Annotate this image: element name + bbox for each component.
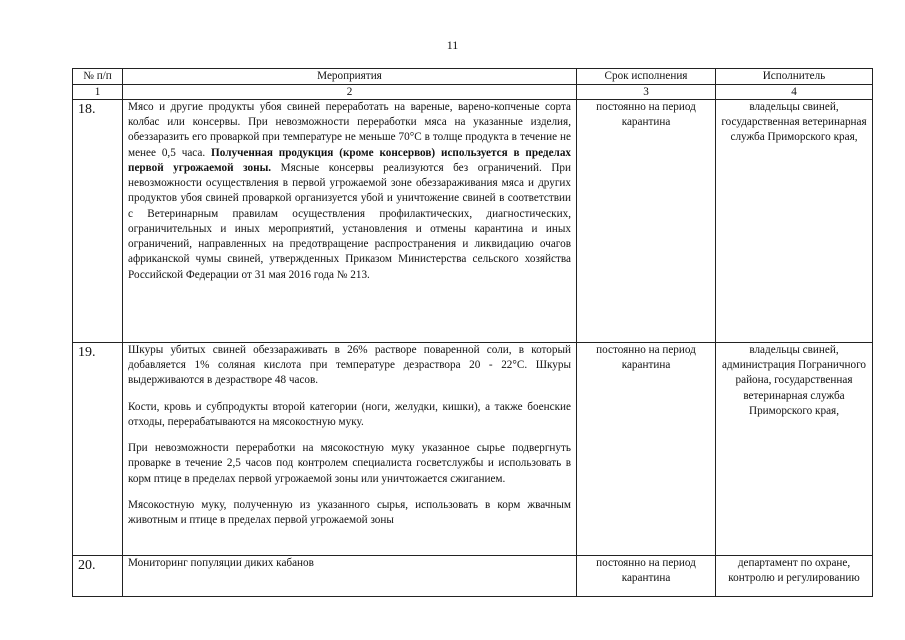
executor-cell: владельцы свиней, государственная ветеринарная служба Приморского края,: [716, 100, 873, 343]
term-cell: постоянно на период карантина: [577, 556, 716, 597]
header-executor: Исполнитель: [716, 69, 873, 85]
table-row-20: [73, 556, 873, 597]
row-number: 20.: [73, 556, 123, 597]
measure-text: [123, 100, 577, 343]
measure-text-part: Мясные консервы реализуются без ограничений. При невозможности осуществления в первой угрожаемой зоне обеззараживания мяса и других продуктов убоя свиней проваркой организуется убой и уничтожение свиней в соответствии с Ветеринарным правилам осуществления профилактических, диагностических, ограничительных и иных мероприятий, установления и отмены карантина и иных ограничений, направленных на предотвращение распространения и ликвидацию очагов африканской чумы свиней, утвержденных Приказом Министерства сельского хозяйства Российской Федерации от 31 мая 2016 года № 213.: [128, 161, 571, 281]
measure-text: [123, 343, 577, 556]
measures-table: [72, 68, 873, 597]
table-row-18: [73, 100, 873, 343]
table-header-row: [73, 69, 873, 85]
column-number-1: 1: [73, 85, 123, 100]
table-row-19: [73, 343, 873, 556]
column-number-4: 4: [716, 85, 873, 100]
header-measures: Мероприятия: [123, 69, 577, 85]
row-number: 19.: [73, 343, 123, 556]
term-cell: постоянно на период карантина: [577, 343, 716, 556]
header-term: Срок исполнения: [577, 69, 716, 85]
column-number-2: 2: [123, 85, 577, 100]
row-number: 18.: [73, 100, 123, 343]
measure-paragraph: При невозможности переработки на мясокостную муку указанное сырье подвергнуть проварке в течение 2,5 часов под контролем специалиста госветслужбы и использовать в корм птице в пределах первой угрожаемой зоны или уничтожается сжиганием.: [128, 442, 571, 485]
measure-paragraph: Мясокостную муку, полученную из указанного сырья, использовать в корм жвачным животным и птице в пределах первой угрожаемой зоны: [128, 498, 571, 527]
measure-text-bold: Полученная продукция (кроме консервов) используется в пределах первой угрожаемой зоны.: [128, 146, 572, 174]
executor-cell: владельцы свиней, администрация Пограничного района, государственная ветеринарная служба Приморского края,: [716, 343, 873, 556]
term-cell: постоянно на период карантина: [577, 100, 716, 343]
measure-paragraph: Кости, кровь и субпродукты второй категории (ноги, желудки, кишки), а также боенские отходы, перерабатываются на мясокостную муку.: [128, 400, 571, 428]
header-number: № п/п: [73, 69, 123, 85]
page-number: 11: [446, 38, 459, 52]
column-number-3: 3: [577, 85, 716, 100]
executor-cell: департамент по охране, контролю и регулированию: [716, 556, 873, 597]
measure-text-part: Мясо и другие продукты убоя свиней переработать на вареные, варено-копченые сорта колбас или консервы. При невозможности переработки мяса на указанные изделия, обеззаразить его проваркой при температуре не меньше 70°С в толще продукта в течение не менее 0,5 часа.: [128, 101, 571, 159]
measure-text: Мониторинг популяции диких кабанов: [123, 556, 577, 597]
measure-paragraph: Шкуры убитых свиней обеззараживать в 26% растворе поваренной соли, в который добавляется 1% соляная кислота при температуре дезраствора 20 - 22°С. Шкуры выдерживаются в дезрастворе 48 часов.: [128, 344, 571, 387]
column-number-row: [73, 85, 873, 100]
